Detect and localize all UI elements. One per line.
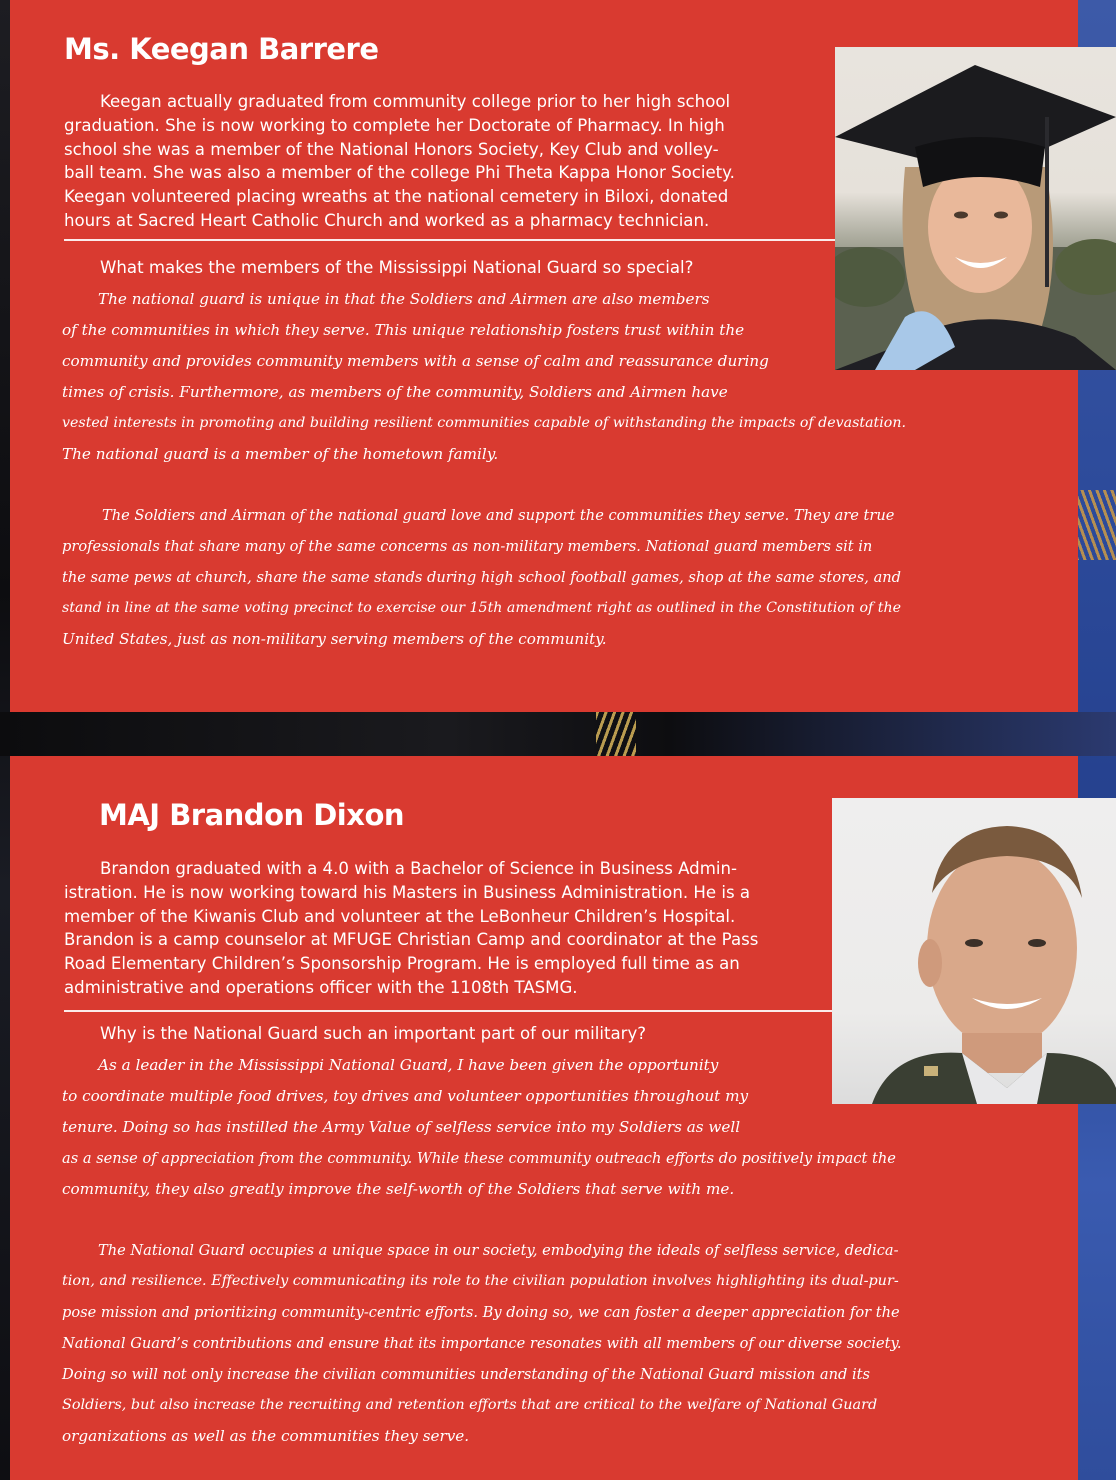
answer-line: The national guard is a member of the hometown family.: [62, 445, 499, 463]
bio-line: school she was a member of the National Honors Society, Key Club and volley-: [64, 139, 719, 159]
answer-line: tenure. Doing so has instilled the Army Value of selfless service into my Soldiers as well: [62, 1118, 741, 1136]
profile-name: Ms. Keegan Barrere: [64, 32, 379, 66]
answer-line: community, they also greatly improve the self-worth of the Soldiers that serve with me.: [62, 1180, 735, 1198]
answer-line: stand in line at the same voting precinct to exercise our 15th amendment right as outlined in the Constitution of the: [62, 600, 902, 616]
answer-line: tion, and resilience. Effectively communicating its role to the civilian population involves highlighting its dual-pur-: [62, 1273, 899, 1289]
bio-line: administrative and operations officer with the 1108th TASMG.: [64, 977, 578, 997]
bio-line: Brandon graduated with a 4.0 with a Bachelor of Science in Business Admin-: [100, 859, 737, 878]
answer-line: National Guard’s contributions and ensure that its importance resonates with all members of our diverse society.: [62, 1335, 902, 1352]
answer-line: Soldiers, but also increase the recruiting and retention efforts that are critical to the welfare of National Guard: [62, 1397, 878, 1413]
bio-line: hours at Sacred Heart Catholic Church and worked as a pharmacy technician.: [64, 210, 710, 230]
answer-line: Doing so will not only increase the civilian communities understanding of the National Guard mission and its: [62, 1366, 871, 1383]
profile-photo-brandon: [832, 798, 1116, 1104]
profile-photo-keegan: [835, 47, 1116, 370]
answer-line: professionals that share many of the same concerns as non-military members. National guard members sit in: [62, 538, 873, 555]
answer-paragraph-1: [62, 284, 906, 470]
bio-line: ball team. She was also a member of the college Phi Theta Kappa Honor Society.: [64, 163, 735, 183]
interview-question: Why is the National Guard such an important part of our military?: [100, 1024, 647, 1043]
answer-line: the same pews at church, share the same stands during high school football games, shop at the same stores, and: [62, 569, 902, 586]
answer-line: As a leader in the Mississippi National Guard, I have been given the opportunity: [98, 1056, 719, 1074]
answer-line: vested interests in promoting and building resilient communities capable of withstanding the impacts of devastation.: [62, 415, 906, 431]
answer-line: organizations as well as the communities they serve.: [62, 1427, 470, 1445]
bio-line: Road Elementary Children’s Sponsorship Program. He is employed full time as an: [64, 954, 740, 974]
tassel-decoration: [596, 712, 636, 756]
answer-paragraph-2: [62, 1235, 901, 1452]
answer-line: The national guard is unique in that the Soldiers and Airmen are also members: [98, 290, 710, 308]
bio-line: istration. He is now working toward his Masters in Business Administration. He is a: [64, 882, 751, 902]
graduate-portrait-image: [835, 47, 1116, 370]
profile-bio: [64, 857, 758, 1000]
answer-line: as a sense of appreciation from the community. While these community outreach efforts do positively impact the: [62, 1150, 896, 1167]
bio-line: graduation. She is now working to complete her Doctorate of Pharmacy. In high: [64, 115, 725, 135]
answer-line: United States, just as non-military serving members of the community.: [62, 630, 607, 648]
answer-line: The Soldiers and Airman of the national guard love and support the communities they serve. They are true: [102, 507, 895, 524]
answer-line: of the communities in which they serve. This unique relationship fosters trust within the: [62, 321, 745, 339]
answer-line: community and provides community members with a sense of calm and reassurance during: [62, 352, 769, 370]
answer-line: to coordinate multiple food drives, toy drives and volunteer opportunities throughout my: [62, 1087, 749, 1105]
bio-line: Keegan actually graduated from community college prior to her high school: [100, 92, 731, 111]
divider: [64, 239, 842, 241]
profile-name: MAJ Brandon Dixon: [99, 798, 405, 832]
bio-line: member of the Kiwanis Club and volunteer at the LeBonheur Children’s Hospital.: [64, 906, 736, 926]
answer-line: The National Guard occupies a unique space in our society, embodying the ideals of selfless service, dedica-: [98, 1242, 899, 1259]
divider: [64, 1010, 842, 1012]
answer-paragraph-2: [62, 500, 901, 655]
answer-line: times of crisis. Furthermore, as members of the community, Soldiers and Airmen have: [62, 383, 728, 401]
tassel-decoration-right: [1076, 490, 1116, 560]
bio-line: Brandon is a camp counselor at MFUGE Christian Camp and coordinator at the Pass: [64, 930, 759, 950]
officer-portrait-image: [832, 798, 1116, 1104]
answer-paragraph-1: [62, 1050, 896, 1205]
interview-question: What makes the members of the Mississippi National Guard so special?: [100, 258, 694, 277]
profile-bio: [64, 90, 735, 233]
background-photo-strip: [0, 712, 1116, 756]
answer-line: pose mission and prioritizing community-centric efforts. By doing so, we can foster a deeper appreciation for the: [62, 1304, 900, 1321]
bio-line: Keegan volunteered placing wreaths at the national cemetery in Biloxi, donated: [64, 187, 729, 207]
